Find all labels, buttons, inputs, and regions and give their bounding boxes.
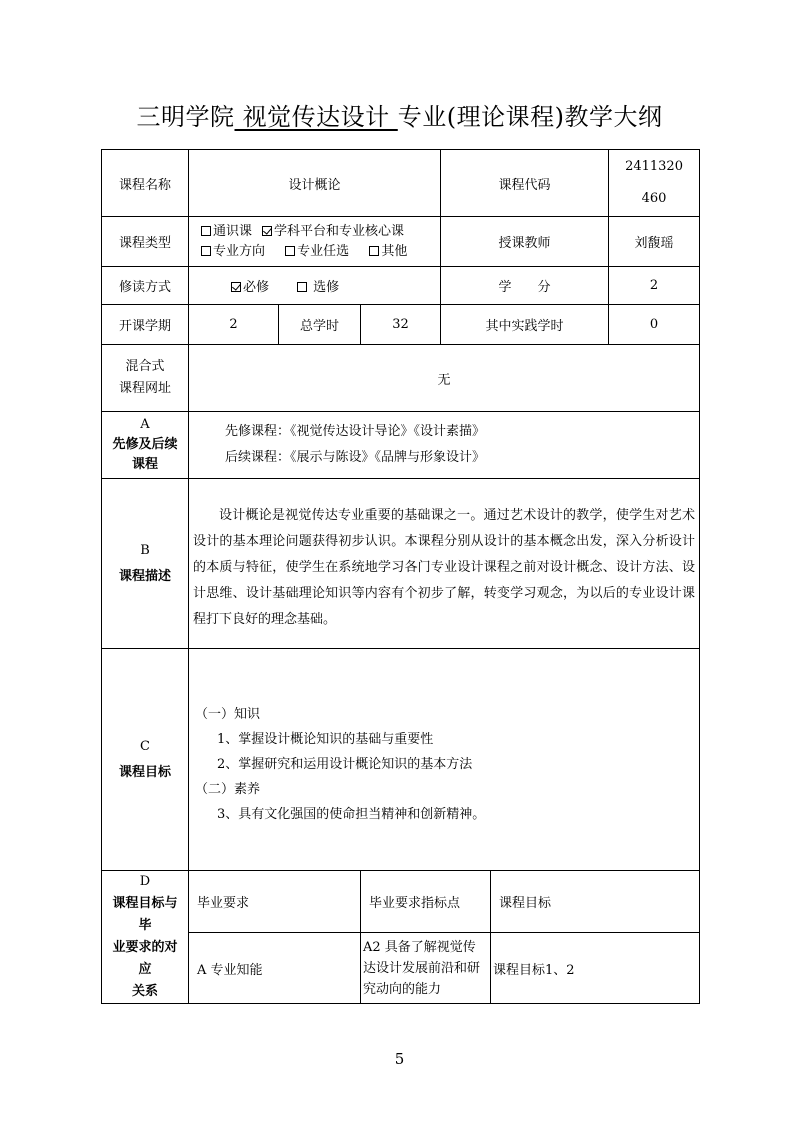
teacher-label: 授课教师 bbox=[441, 217, 609, 267]
section-b-letter: B bbox=[140, 542, 150, 558]
document-title bbox=[0, 100, 799, 134]
teacher-value: 刘馥瑶 bbox=[609, 217, 700, 267]
type-option-label: 学科平台和专业核心课 bbox=[274, 223, 405, 239]
type-option-general[interactable] bbox=[201, 224, 252, 239]
section-a-label bbox=[102, 412, 189, 479]
mode-option-elective[interactable] bbox=[297, 280, 339, 295]
mode-option-required[interactable] bbox=[231, 280, 269, 295]
section-a-title-line2: 课程 bbox=[131, 457, 158, 472]
mapping-goal-value: 课程目标1、2 bbox=[491, 933, 700, 1004]
row-study-mode bbox=[102, 267, 700, 305]
row-course-name bbox=[102, 150, 700, 217]
section-b-title: 课程描述 bbox=[118, 568, 171, 584]
course-url-value: 无 bbox=[189, 345, 700, 412]
course-code-line2: 460 bbox=[641, 191, 667, 206]
row-course-url bbox=[102, 345, 700, 412]
goal-item-3: 3、具有文化强国的使命担当精神和创新精神。 bbox=[217, 807, 486, 822]
practice-hours-value: 0 bbox=[609, 305, 700, 345]
section-a-content bbox=[189, 412, 700, 479]
title-major: 视觉传达设计 bbox=[234, 103, 398, 131]
credit-value: 2 bbox=[609, 267, 700, 305]
section-c-label bbox=[102, 649, 189, 871]
section-d-title-line2: 业要求的对应 bbox=[112, 940, 178, 977]
followup-courses: 后续课程：《展示与陈设》《品牌与形象设计》 bbox=[225, 450, 486, 465]
row-semester bbox=[102, 305, 700, 345]
practice-hours-label: 其中实践学时 bbox=[441, 305, 609, 345]
checkbox-checked-icon bbox=[262, 226, 272, 236]
checkbox-checked-icon bbox=[231, 282, 241, 292]
goal-heading-quality: （二）素养 bbox=[195, 782, 261, 797]
study-mode-label: 修读方式 bbox=[102, 267, 189, 305]
type-option-other[interactable] bbox=[369, 244, 407, 259]
semester-label: 开课学期 bbox=[102, 305, 189, 345]
credit-label: 学 分 bbox=[441, 267, 609, 305]
mapping-requirement-value: A 专业知能 bbox=[189, 933, 361, 1004]
goal-item-1: 1、掌握设计概论知识的基础与重要性 bbox=[217, 732, 434, 747]
section-c-title: 课程目标 bbox=[118, 764, 171, 780]
type-option-core[interactable] bbox=[262, 224, 404, 239]
syllabus-table bbox=[101, 149, 700, 1004]
checkbox-icon bbox=[201, 226, 211, 236]
course-code-value bbox=[609, 150, 700, 217]
row-section-d-mapping bbox=[102, 933, 700, 1004]
course-goals bbox=[189, 649, 700, 871]
title-suffix: 专业(理论课程)教学大纲 bbox=[397, 103, 663, 131]
total-hours-label: 总学时 bbox=[279, 305, 361, 345]
goal-item-2: 2、掌握研究和运用设计概论知识的基本方法 bbox=[217, 757, 473, 772]
type-option-label: 专业方向 bbox=[213, 243, 266, 259]
row-section-c bbox=[102, 649, 700, 871]
checkbox-icon bbox=[201, 246, 211, 256]
section-d-label bbox=[102, 871, 189, 1004]
mapping-col-requirement: 毕业要求 bbox=[189, 871, 361, 933]
section-d-title-line1: 课程目标与毕 bbox=[112, 896, 178, 933]
course-code-line1: 2411320 bbox=[625, 159, 683, 174]
goal-heading-knowledge: （一）知识 bbox=[195, 707, 261, 722]
type-option-label: 其他 bbox=[381, 243, 408, 259]
mode-option-label: 必修 bbox=[243, 280, 270, 295]
course-description-text: 设计概论是视觉传达专业重要的基础课之一。通过艺术设计的教学，使学生对艺术设计的基本理论问题获得初步认识。本课程分别从设计的基本概念出发，深入分析设计的本质与特征，使学生在系统地学习各门专业设计课程之前对设计概念、设计方法、设计思维、设计基础理论知识等内容有个初步了解，转变学习观念，为以后的专业设计课程打下良好的理念基础。 bbox=[193, 508, 696, 627]
course-type-label: 课程类型 bbox=[102, 217, 189, 267]
page-number: 5 bbox=[394, 1050, 405, 1068]
section-c-letter: C bbox=[140, 738, 150, 754]
type-option-elective[interactable] bbox=[285, 244, 349, 259]
prereq-courses: 先修课程：《视觉传达设计导论》《设计素描》 bbox=[225, 424, 486, 439]
study-mode-options bbox=[189, 267, 441, 305]
course-code-label: 课程代码 bbox=[441, 150, 609, 217]
mapping-indicator-value: A2 具备了解视觉传达设计发展前沿和研究动向的能力 bbox=[361, 933, 491, 1004]
course-type-options bbox=[189, 217, 441, 267]
checkbox-icon bbox=[297, 282, 307, 292]
title-prefix: 三明学院 bbox=[136, 103, 235, 131]
row-section-d-header bbox=[102, 871, 700, 933]
course-url-label-line1: 混合式 bbox=[125, 359, 165, 374]
course-name-label: 课程名称 bbox=[102, 150, 189, 217]
checkbox-icon bbox=[369, 246, 379, 256]
course-url-label-line2: 课程网址 bbox=[118, 381, 171, 396]
row-section-a bbox=[102, 412, 700, 479]
total-hours-value: 32 bbox=[361, 305, 441, 345]
course-description bbox=[189, 479, 700, 649]
row-section-b bbox=[102, 479, 700, 649]
row-course-type bbox=[102, 217, 700, 267]
section-d-title-line3: 关系 bbox=[131, 984, 158, 999]
mapping-col-indicator: 毕业要求指标点 bbox=[361, 871, 491, 933]
section-a-title-line1: 先修及后续 bbox=[112, 437, 178, 452]
course-url-label bbox=[102, 345, 189, 412]
section-b-label bbox=[102, 479, 189, 649]
type-option-label: 通识课 bbox=[213, 223, 253, 239]
checkbox-icon bbox=[285, 246, 295, 256]
mapping-col-goal: 课程目标 bbox=[491, 871, 700, 933]
section-d-letter: D bbox=[139, 874, 151, 889]
mode-option-label: 选修 bbox=[309, 280, 340, 295]
section-a-letter: A bbox=[140, 417, 150, 432]
type-option-direction[interactable] bbox=[201, 244, 265, 259]
semester-value: 2 bbox=[189, 305, 279, 345]
type-option-label: 专业任选 bbox=[297, 243, 350, 259]
course-name-value: 设计概论 bbox=[189, 150, 441, 217]
